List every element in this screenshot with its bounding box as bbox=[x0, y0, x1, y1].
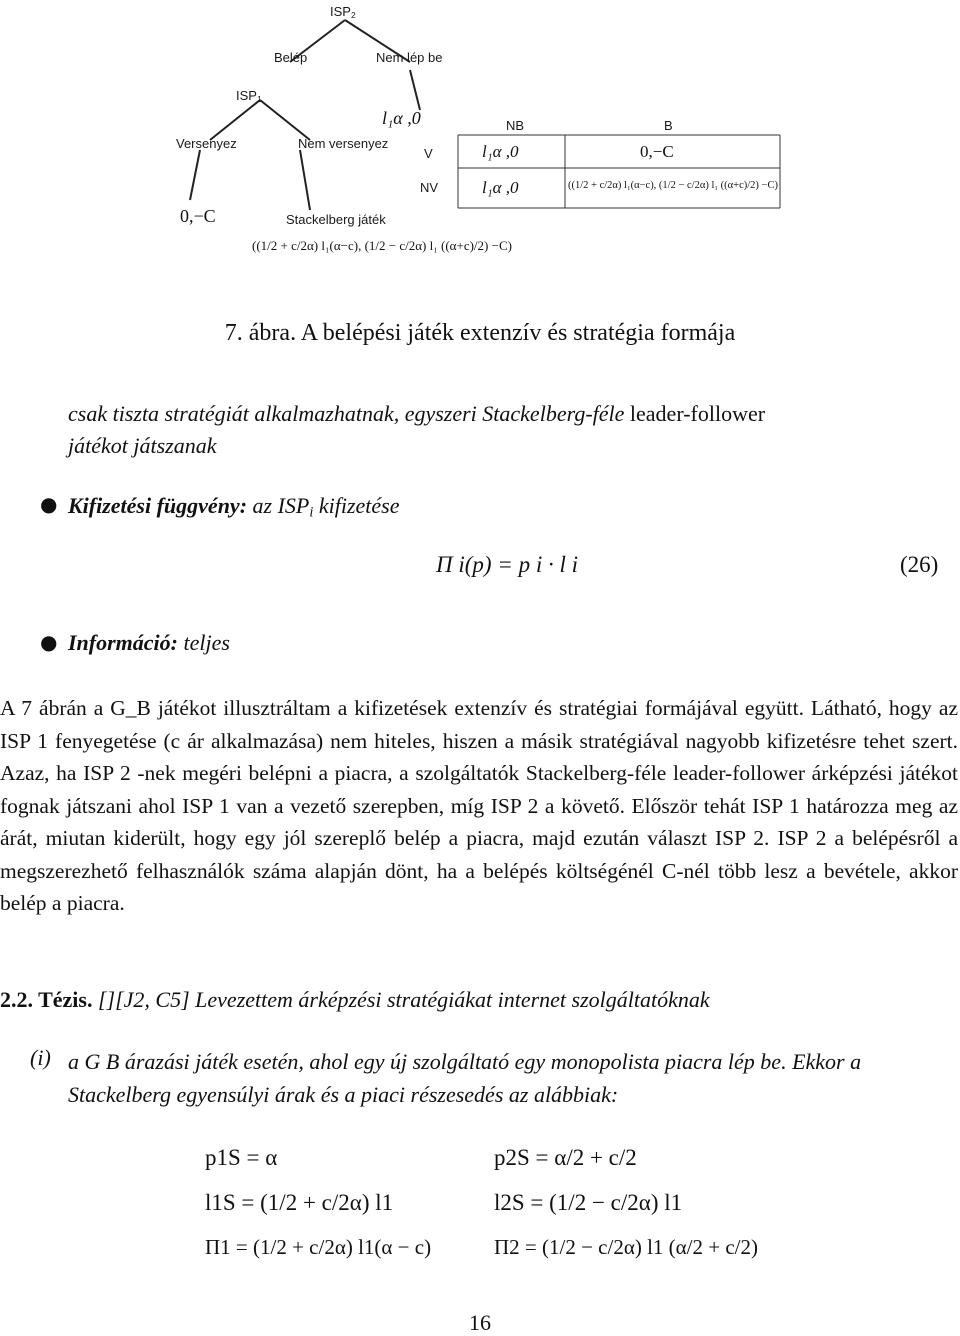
cell-nv-b: ((1/2 + c/2α) l₁(α−c), (1/2 − c/2α) l₁ ((α+c)/2) −C) bbox=[568, 180, 778, 191]
eq-p2: p2S = α/2 + c/2 bbox=[494, 1145, 637, 1170]
node-isp1: $ISP_1$ bbox=[236, 88, 262, 105]
table-row-nv: NV bbox=[420, 180, 439, 195]
edge-label-belep: Belép bbox=[274, 50, 308, 65]
item-i-label: (i) bbox=[30, 1045, 51, 1070]
table-col-nb: NB bbox=[506, 118, 525, 133]
cell-nv-nb: l₁α ,0 bbox=[482, 178, 519, 197]
eq-l1: l1S = (1/2 + c/2α) l1 bbox=[205, 1190, 394, 1215]
payoff-versenyez: 0,−C bbox=[180, 206, 216, 226]
eq-pi1: Π1 = (1/2 + c/2α) l1(α − c) bbox=[205, 1235, 432, 1259]
cell-v-b: 0,−C bbox=[640, 142, 674, 161]
eq-p1: p1S = α bbox=[205, 1145, 278, 1170]
game-figure bbox=[170, 0, 790, 290]
bullet-information: Információ: teljes bbox=[68, 630, 230, 655]
eq-pi2: Π2 = (1/2 − c/2α) l1 (α/2 + c/2) bbox=[494, 1235, 758, 1259]
eq-l2: l2S = (1/2 − c/2α) l1 bbox=[494, 1190, 683, 1215]
node-stackelberg: Stackelberg játék bbox=[286, 212, 386, 227]
bullet-dot-2: ● bbox=[40, 630, 58, 654]
bullet-payoff-function: Kifizetési függvény: az $ISP_i$ kifizetése bbox=[68, 493, 400, 521]
edge-label-versenyez: Versenyez bbox=[176, 136, 237, 151]
item-i-text: a G B árazási játék esetén, ahol egy új szolgáltató egy monopolista piacra lép be. Ekkor a Stackelberg egyensúlyi árak és a piaci részesedés az alábbiak: bbox=[68, 1049, 862, 1107]
cell-v-nb: l₁α ,0 bbox=[482, 142, 519, 161]
bullet-dot-1: ● bbox=[40, 492, 58, 516]
table-col-b: B bbox=[664, 118, 673, 133]
equation-26-number: (26) bbox=[900, 552, 939, 577]
table-row-v: V bbox=[424, 146, 433, 161]
body-paragraph: A 7 ábrán a G_B játékot illusztráltam a kifizetések extenzív és stratégiai formájával együtt. Látható, hogy az ISP 1 fenyegetése (c ár alkalmazása) nem hiteles, hiszen a másik stratégiával nagyobb kifizetésre tehet szert. Azaz, ha ISP 2 -nek megéri belépni a piacra, a szolgáltatók Stackelberg-féle leader-follower árképzési játékot fognak játszani ahol ISP 1 van a vezető szerepben, míg ISP 2 a követő. Először tehát ISP 1 határozza meg az árát, miutan kiderült, hogy egy jól szereplő belép a piacra, majd ezután választ ISP 2. ISP 2 a belépésről a megszerezhető felhasználók száma alapján dönt, ha a belépés költségénél C-nél több lesz a bevétele, akkor belép a piacra. bbox=[0, 696, 958, 915]
edge-label-nem-versenyez: Nem versenyez bbox=[298, 136, 389, 151]
payoff-stackelberg: ((1/2 + c/2α) l₁(α−c), (1/2 − c/2α) l₁ ((α+c)/2) −C) bbox=[252, 238, 512, 253]
payoff-nem-belep: l₁α ,0 bbox=[382, 108, 421, 128]
equation-26: Π i(p) = p i · l i bbox=[436, 552, 579, 577]
figure-caption: 7. ábra. A belépési játék extenzív és stratégia formája bbox=[224, 320, 736, 346]
thesis-heading: 2.2. Tézis. [][J2, C5] Levezettem árképzési stratégiákat internet szolgáltatóknak bbox=[0, 987, 710, 1012]
page-number: 16 bbox=[469, 1310, 491, 1335]
edge-label-nem-belep: Nem lép be bbox=[376, 50, 443, 65]
node-isp2: $ISP_2$ bbox=[330, 4, 356, 21]
intro-text: csak tiszta stratégiát alkalmazhatnak, egyszeri Stackelberg-féle leader-follower játékot játszanak bbox=[68, 401, 766, 458]
